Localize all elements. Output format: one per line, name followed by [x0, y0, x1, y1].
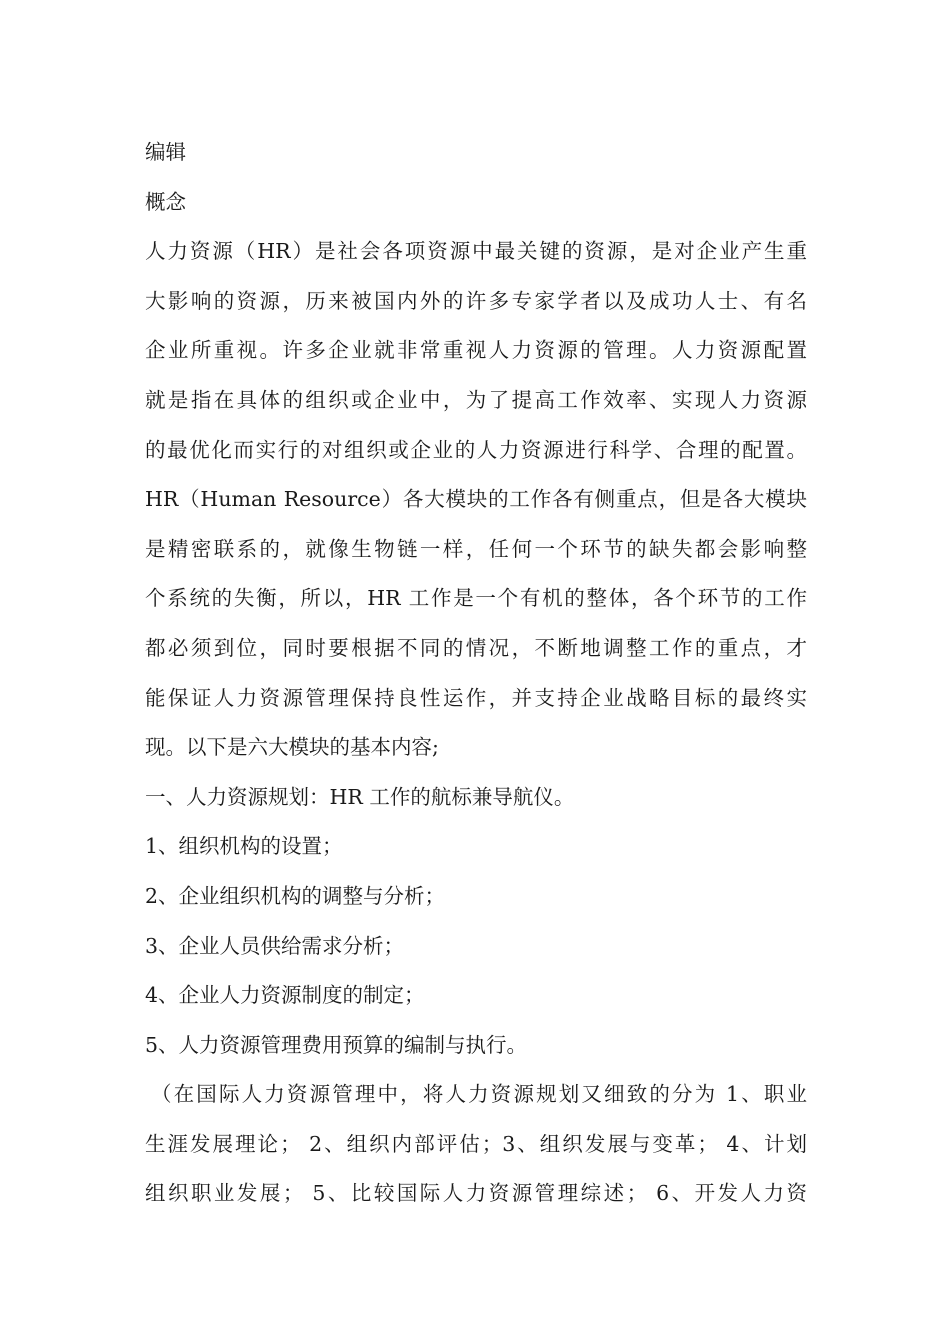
heading-concept: 概念: [145, 189, 186, 214]
heading-edit: 编辑: [145, 140, 186, 164]
paragraph-line: HR（Human Resource）各大模块的工作各有侧重点，但是各大模块: [145, 487, 807, 512]
document-body: [145, 128, 807, 1219]
note-line: 组织职业发展； 5、比较国际人力资源管理综述； 6、开发人力资: [145, 1181, 807, 1206]
list-item: 3、企业人员供给需求分析；: [145, 933, 405, 958]
list-item: 2、企业组织机构的调整与分析；: [145, 883, 446, 908]
list-item: 5、人力资源管理费用预算的编制与执行。: [145, 1032, 528, 1057]
paragraph-line: 现。以下是六大模块的基本内容;: [145, 735, 439, 760]
paragraph-line: 能保证人力资源管理保持良性运作，并支持企业战略目标的最终实: [145, 685, 807, 710]
section-title: 一、人力资源规划：HR 工作的航标兼导航仪。: [145, 784, 575, 809]
list-item: 1、组织机构的设置；: [145, 834, 343, 859]
paragraph-line: 都必须到位，同时要根据不同的情况，不断地调整工作的重点，才: [145, 635, 807, 660]
paragraph-line: 个系统的失衡，所以，HR 工作是一个有机的整体，各个环节的工作: [145, 586, 807, 611]
paragraph-line: 企业所重视。许多企业就非常重视人力资源的管理。人力资源配置: [145, 338, 807, 363]
paragraph-line: 大影响的资源，历来被国内外的许多专家学者以及成功人士、有名: [145, 288, 807, 313]
paragraph-line: 就是指在具体的组织或企业中，为了提高工作效率、实现人力资源: [145, 387, 807, 412]
paragraph-line: 是精密联系的，就像生物链一样，任何一个环节的缺失都会影响整: [145, 536, 807, 561]
paragraph-line: 的最优化而实行的对组织或企业的人力资源进行科学、合理的配置。: [145, 437, 807, 462]
paragraph-line: 人力资源（HR）是社会各项资源中最关键的资源，是对企业产生重: [145, 239, 807, 264]
list-item: 4、企业人力资源制度的制定；: [145, 983, 425, 1008]
note-line: 生涯发展理论； 2、组织内部评估；3、组织发展与变革； 4、计划: [145, 1131, 807, 1156]
note-line: （在国际人力资源管理中，将人力资源规划又细致的分为 1、职业: [151, 1082, 807, 1107]
